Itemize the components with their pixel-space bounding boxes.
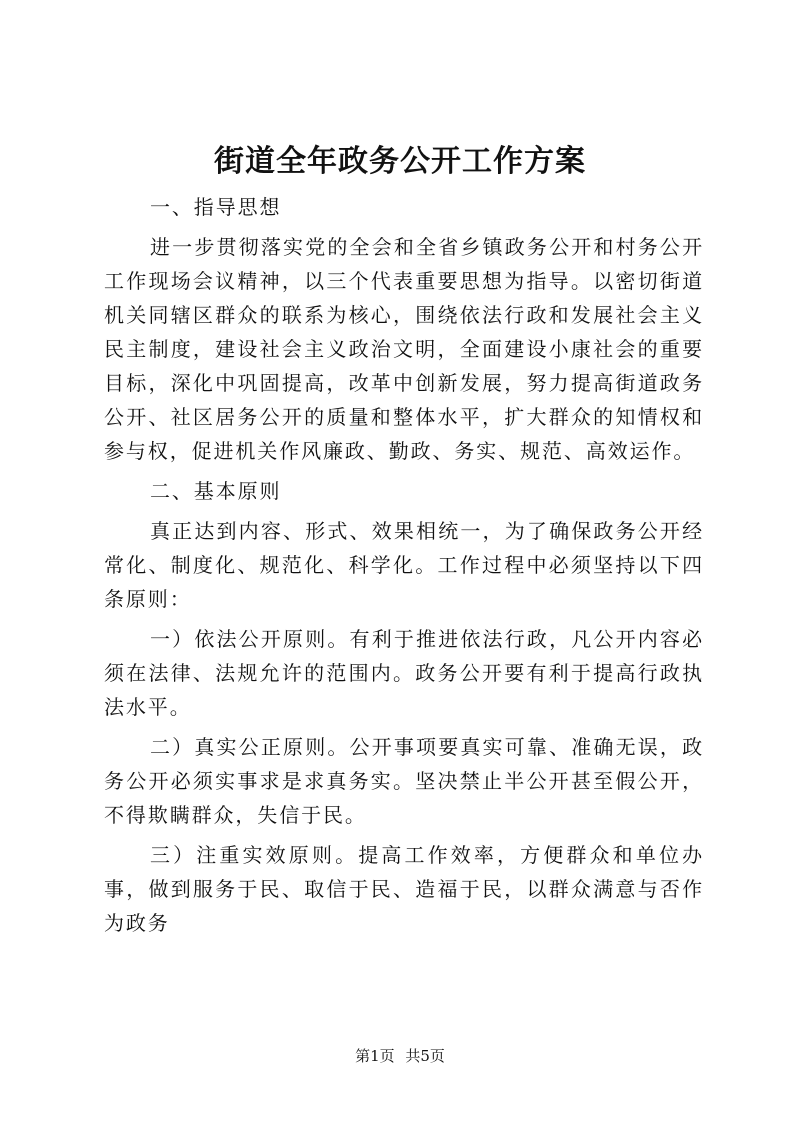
page-total: 共5页 — [405, 1047, 445, 1065]
paragraph: 进一步贯彻落实党的全会和全省乡镇政务公开和村务公开工作现场会议精神，以三个代表重要思想为指导。以密切街道机关同辖区群众的联系为核心，围绕依法行政和发展社会主义民主制度，建设社会主义政治文明，全面建设小康社会的重要目标，深化中巩固提高，改革中创新发展，努力提高街道政务公开、社区居务公开的质量和整体水平，扩大群众的知情权和参与权，促进机关作风廉政、勤政、务实、规范、高效运作。 — [104, 235, 704, 463]
paragraph: 真正达到内容、形式、效果相统一，为了确保政务公开经常化、制度化、规范化、科学化。工作过程中必须坚持以下四条原则： — [104, 519, 704, 611]
document-body — [104, 190, 704, 946]
paragraph: 一）依法公开原则。有利于推进依法行政，凡公开内容必须在法律、法规允许的范围内。政务公开要有利于提高行政执法水平。 — [104, 627, 704, 719]
paragraph: 二）真实公正原则。公开事项要真实可靠、准确无误，政务公开必须实事求是求真务实。坚决禁止半公开甚至假公开，不得欺瞒群众，失信于民。 — [104, 735, 704, 827]
paragraph: 三）注重实效原则。提高工作效率，方便群众和单位办事，做到服务于民、取信于民、造福于民，以群众满意与否作为政务 — [104, 843, 704, 935]
document-title: 街道全年政务公开工作方案 — [214, 144, 586, 179]
page-footer — [0, 1046, 800, 1066]
page-number: 第1页 — [355, 1047, 395, 1065]
section-heading: 一、指导思想 — [150, 195, 282, 219]
section-heading: 二、基本原则 — [150, 479, 282, 503]
